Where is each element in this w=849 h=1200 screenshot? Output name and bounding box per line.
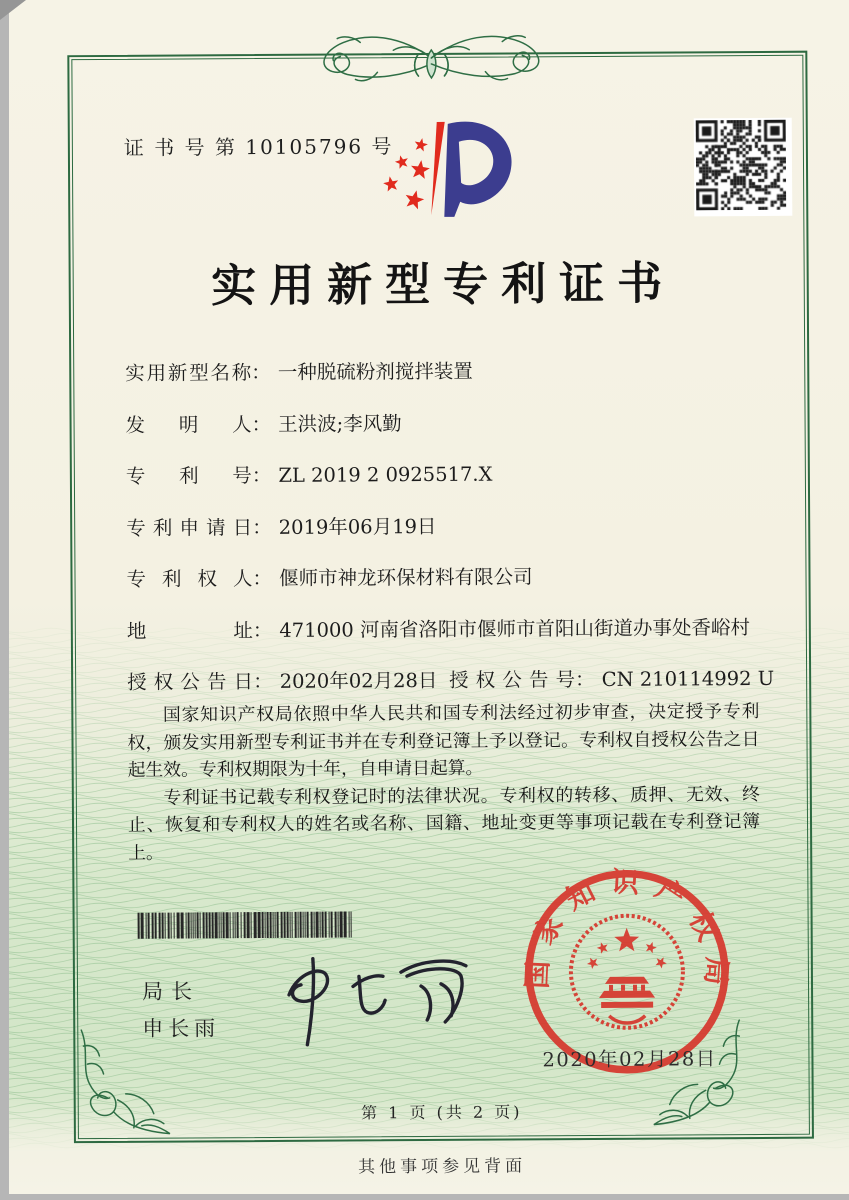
- field-label: 实用新型名称: [125, 361, 252, 385]
- cnipa-logo-icon: [364, 111, 550, 237]
- commissioner-title: 局长: [141, 979, 201, 1004]
- certificate-title: 实用新型专利证书: [211, 256, 676, 313]
- colon: ：: [251, 412, 272, 436]
- national-emblem-icon: [571, 915, 684, 1028]
- paragraph-2: 专利证书记载专利权登记时的法律状况。专利权的转移、质押、无效、终止、恢复和专利权人的姓名或名称、国籍、地址变更等事项记载在专利登记簿上。: [127, 783, 761, 864]
- field-row-name: [125, 354, 765, 386]
- field-label: 发明人: [125, 412, 252, 437]
- field-row-grant-date: [127, 663, 775, 695]
- scan-skew-wrapper: [9, 0, 849, 1194]
- certificate-paper: [9, 0, 849, 1194]
- field-value: 偃师市神龙环保材料有限公司: [278, 565, 533, 590]
- field-value: 王洪波;李风勤: [278, 411, 402, 436]
- legal-text: [127, 698, 760, 867]
- field-value: 471000 河南省洛阳市偃师市首阳山街道办事处香峪村: [279, 615, 751, 642]
- field-list: [125, 354, 775, 718]
- field-value: 2020年02月28日: [279, 668, 438, 693]
- page-indicator: 第 1 页 (共 2 页): [361, 1102, 523, 1123]
- field-row-inventor: [125, 405, 765, 437]
- field-label: 专利权人: [126, 567, 253, 591]
- field-value: 一种脱硫粉剂搅拌装置: [277, 359, 473, 384]
- colon: ：: [251, 463, 272, 488]
- seal-text: 国家知识产权局: [520, 865, 734, 1001]
- field-label: 授权公告日: [127, 670, 254, 694]
- certificate-number: 证 书 号 第 10105796 号: [123, 134, 394, 160]
- field-label: 专利申请日: [126, 515, 253, 540]
- field-label: 地址: [126, 618, 253, 643]
- field-value: ZL 2019 2 0925517.X: [278, 462, 493, 487]
- colon: ：: [252, 515, 272, 539]
- top-border-ornament-icon: [285, 27, 577, 87]
- paragraph-1: 国家知识产权局依照中华人民共和国专利法经过初步审查，决定授予专利权，颁发实用新型专利证书并在专利登记簿上予以登记。专利权自授权公告之日起生效。专利权期限为十年，自申请日起算。: [127, 700, 760, 782]
- colon: ：: [252, 566, 273, 591]
- seal-date: 2020年02月28日: [542, 1047, 717, 1072]
- field-value: CN 210114992 U: [601, 666, 775, 691]
- field-row-patentee: [126, 560, 766, 592]
- colon: ：: [252, 618, 273, 642]
- field-row-patent-no: [126, 457, 766, 489]
- field-label: 授权公告号: [449, 668, 576, 692]
- field-row-address: [127, 611, 767, 643]
- barcode: [138, 911, 362, 938]
- field-row-filing-date: [126, 508, 766, 540]
- back-note: 其他事项参见背面: [358, 1156, 527, 1178]
- commissioner-name: 申长雨: [142, 1016, 221, 1041]
- colon: ：: [251, 360, 271, 385]
- colon: ：: [575, 667, 595, 692]
- field-value: 2019年06月19日: [278, 514, 437, 539]
- colon: ：: [253, 669, 273, 694]
- field-label: 专利号: [125, 464, 252, 488]
- grant-publication-number: [449, 663, 774, 693]
- qr-code: [694, 118, 793, 217]
- commissioner-signature-icon: [261, 942, 477, 1055]
